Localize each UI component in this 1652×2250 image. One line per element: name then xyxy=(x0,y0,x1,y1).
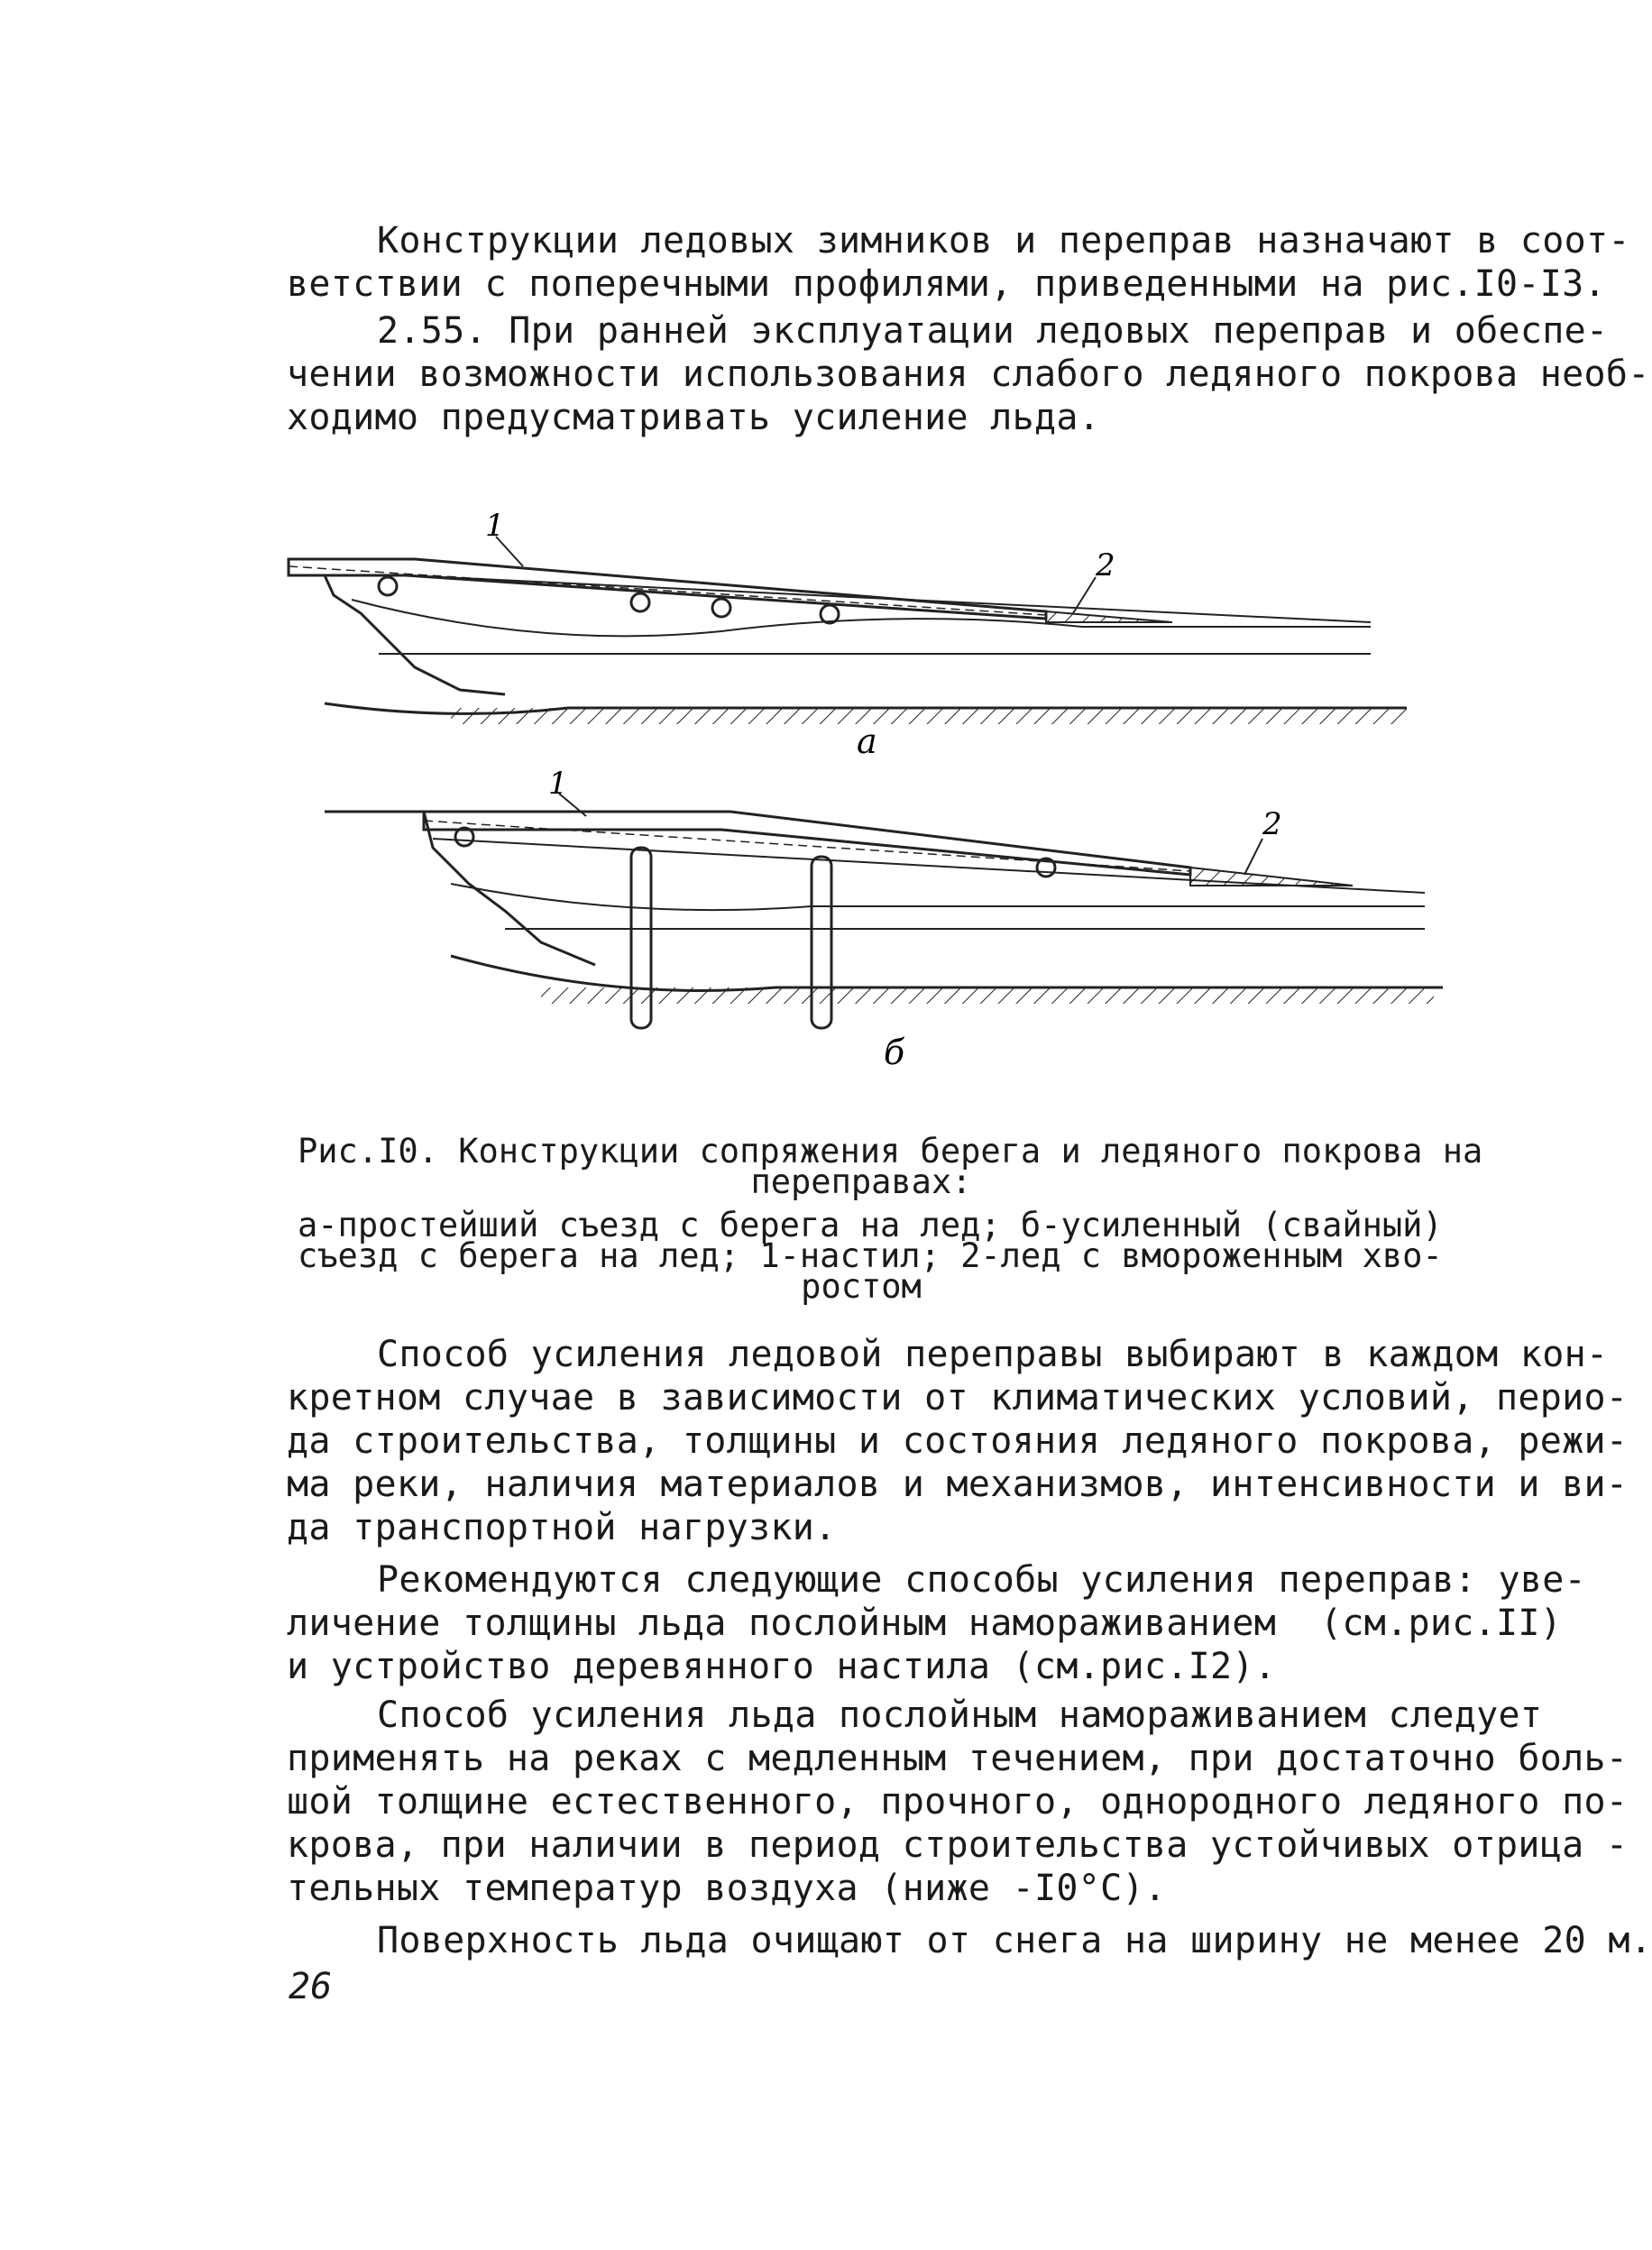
diagram-b-drawing xyxy=(271,766,1443,1073)
deck-planks xyxy=(424,812,1190,875)
ice-surface xyxy=(406,575,1371,622)
frozen-brush-zone xyxy=(1190,868,1353,886)
ice-bottom xyxy=(451,884,1425,910)
text-line: Способ усиления ледовой переправы выбирают в каждом кон- xyxy=(377,1334,1609,1375)
bank-profile xyxy=(289,575,505,694)
river-bed-hatch xyxy=(541,987,1434,1004)
river-bed-hatch xyxy=(451,708,1407,724)
text-line: и устройство деревянного настила (см.рис.I2). xyxy=(287,1646,1277,1687)
diagram-b xyxy=(271,766,1443,1073)
log xyxy=(821,605,839,623)
text-line: Конструкции ледовых зимников и переправ назначают в соот- xyxy=(377,220,1630,262)
paragraph-2-55 xyxy=(287,309,1650,439)
paragraph-snow-clearing xyxy=(287,1919,1652,1962)
sub-label-a: а xyxy=(857,721,877,761)
log xyxy=(631,593,649,611)
page-number: 26 xyxy=(289,1966,333,2007)
text-line: кретном случае в зависимости от климатических условий, перио- xyxy=(287,1377,1629,1419)
text-line: чении возможности использования слабого ледяного покрова необ- xyxy=(287,354,1650,395)
frozen-brush-zone xyxy=(1046,611,1172,622)
text-line: ветствии с поперечными профилями, приведенными на рис.I0-I3. xyxy=(287,263,1606,305)
text-line: Поверхность льда очищают от снега на ширину не менее 20 м. xyxy=(377,1920,1652,1961)
text-line: Рекомендуются следующие способы усиления переправ: уве- xyxy=(377,1559,1587,1601)
sub-label-b: б xyxy=(884,1033,905,1072)
label-ice: 2 xyxy=(1096,547,1115,583)
caption-title-line: переправах: xyxy=(750,1162,972,1201)
text-line: Способ усиления льда послойным намораживанием следует xyxy=(377,1694,1543,1736)
log xyxy=(712,599,730,617)
river-bed xyxy=(451,956,1443,990)
text-line: крова, при наличии в период строительства устойчивых отрица - xyxy=(287,1824,1629,1866)
label-deck: 1 xyxy=(485,508,505,544)
label-ice: 2 xyxy=(1262,806,1282,842)
paragraph-recommended xyxy=(287,1558,1587,1688)
diagram-a xyxy=(271,508,1443,761)
paragraph-freezing-method xyxy=(287,1694,1629,1910)
bank-profile xyxy=(325,812,595,965)
text-line: шой толщине естественного, прочного, однородного ледяного по- xyxy=(287,1781,1629,1823)
text-line: ходимо предусматривать усиление льда. xyxy=(287,397,1101,438)
log xyxy=(379,577,397,595)
text-line: применять на реках с медленным течением, при достаточно боль- xyxy=(287,1738,1629,1779)
diagram-a-drawing xyxy=(271,508,1443,761)
text-line: 2.55. При ранней эксплуатации ледовых переправ и обеспе- xyxy=(377,310,1609,352)
caption-title-line: Рис.I0. Конструкции сопряжения берега и ледяного покрова на xyxy=(298,1132,1483,1171)
text-line: да строительства, толщины и состояния ледяного покрова, режи- xyxy=(287,1420,1629,1462)
text-line: тельных температур воздуха (ниже -I0°С). xyxy=(287,1868,1167,1909)
caption-legend-line: ростом xyxy=(801,1267,922,1306)
paragraph-intro xyxy=(287,219,1630,306)
caption-legend-line: а-простейший съезд с берега на лед; б-усиленный (свайный) xyxy=(298,1206,1443,1244)
caption-legend-line: съезд с берега на лед; 1-настил; 2-лед с вмороженным хво- xyxy=(298,1236,1443,1275)
label-deck: 1 xyxy=(548,766,568,802)
paragraph-method-choice xyxy=(287,1333,1629,1549)
text-line: да транспортной нагрузки. xyxy=(287,1507,837,1548)
text-line: ма реки, наличия материалов и механизмов, интенсивности и ви- xyxy=(287,1464,1629,1505)
figure-caption xyxy=(298,1132,1483,1306)
text-line: личение толщины льда послойным намораживанием (см.рис.II) xyxy=(287,1603,1563,1644)
